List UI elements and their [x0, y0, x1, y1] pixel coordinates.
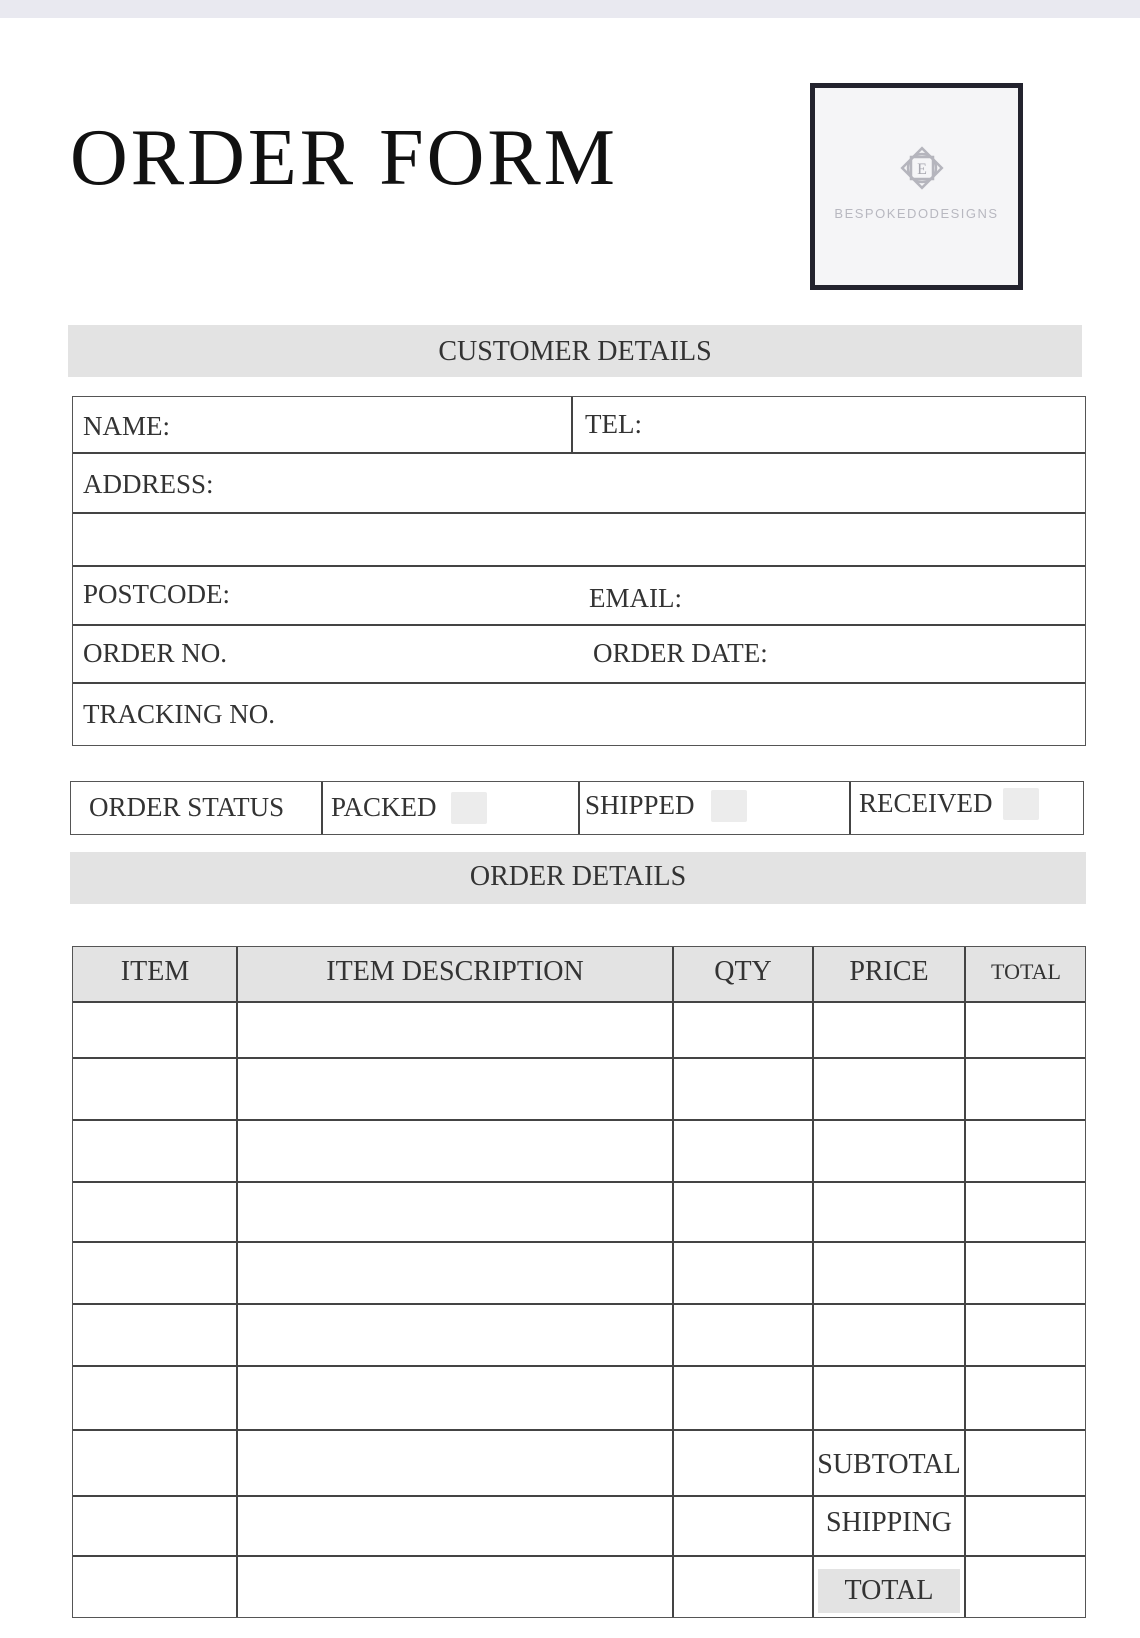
column-header-total: TOTAL [991, 959, 1061, 984]
logo [810, 83, 1023, 290]
postcode-field-label[interactable]: POSTCODE: [83, 579, 231, 609]
row-divider [73, 624, 1085, 626]
packed-checkbox[interactable] [451, 792, 487, 824]
svg-text:E: E [917, 161, 927, 178]
status-shipped-label: SHIPPED [585, 790, 695, 820]
page-title: ORDER FORM [70, 114, 618, 202]
column-header-description: ITEM DESCRIPTION [326, 956, 584, 987]
name-field-label[interactable]: NAME: [83, 411, 170, 441]
customer-details-heading: CUSTOMER DETAILS [68, 325, 1082, 377]
row-divider [73, 1429, 1085, 1431]
order-details-heading: ORDER DETAILS [70, 852, 1086, 904]
order-status-label: ORDER STATUS [89, 792, 285, 822]
tracking-no-field-label[interactable]: TRACKING NO. [83, 699, 275, 729]
status-packed-label: PACKED [331, 792, 437, 822]
status-divider [578, 782, 580, 834]
row-divider [73, 1119, 1085, 1121]
column-header-price: PRICE [849, 956, 929, 987]
row-divider [73, 1365, 1085, 1367]
subtotal-label: SUBTOTAL [817, 1449, 961, 1480]
row-divider [73, 1555, 1085, 1557]
logo-emblem-icon [894, 140, 950, 196]
row-divider [73, 452, 1085, 454]
order-status-row [70, 781, 1084, 835]
logo-text: BESPOKEDODESIGNS [834, 206, 999, 221]
email-field-label[interactable]: EMAIL: [589, 583, 682, 613]
column-header-qty: QTY [714, 956, 772, 987]
row-divider [73, 512, 1085, 514]
row-divider [73, 682, 1085, 684]
status-divider [849, 782, 851, 834]
customer-details-table [72, 396, 1086, 746]
shipped-checkbox[interactable] [711, 790, 747, 822]
order-no-field-label[interactable]: ORDER NO. [83, 638, 228, 668]
row-divider [73, 1001, 1085, 1003]
name-tel-divider [571, 397, 573, 453]
top-bar [0, 0, 1140, 18]
order-items-table [72, 946, 1086, 1618]
column-divider [236, 947, 238, 1617]
row-divider [73, 1303, 1085, 1305]
status-divider [321, 782, 323, 834]
tel-field-label[interactable]: TEL: [585, 409, 642, 439]
total-label: TOTAL [844, 1575, 934, 1606]
column-header-item: ITEM [120, 956, 190, 987]
shipping-label: SHIPPING [825, 1507, 953, 1538]
row-divider [73, 1181, 1085, 1183]
row-divider [73, 1057, 1085, 1059]
order-date-field-label[interactable]: ORDER DATE: [593, 638, 768, 668]
status-received-label: RECEIVED [859, 788, 993, 818]
column-divider [672, 947, 674, 1617]
row-divider [73, 1495, 1085, 1497]
row-divider [73, 1241, 1085, 1243]
received-checkbox[interactable] [1003, 788, 1039, 820]
row-divider [73, 565, 1085, 567]
address-field-label[interactable]: ADDRESS: [83, 469, 214, 499]
